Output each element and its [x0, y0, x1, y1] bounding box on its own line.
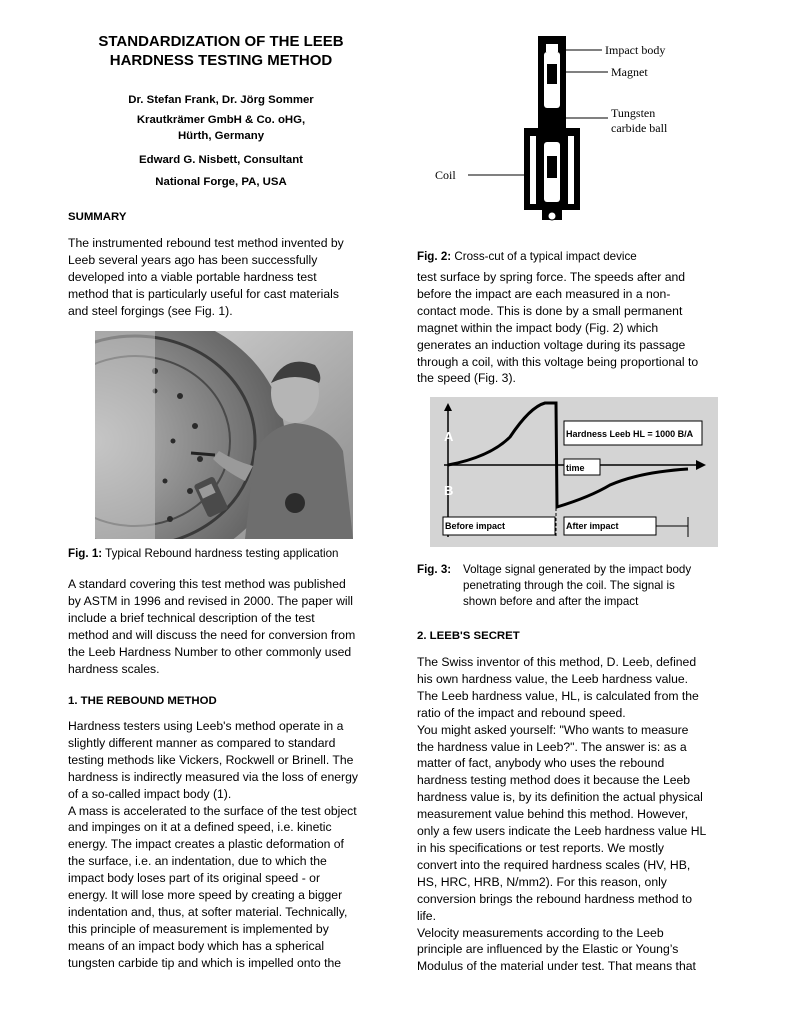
- callout-magnet: Magnet: [611, 65, 648, 79]
- text-line: matter of fact, anybody who uses the rebound: [417, 756, 665, 771]
- fig1-label: Fig. 1:: [68, 547, 103, 560]
- amplitude-b-label: B: [444, 483, 454, 498]
- callout-coil: Coil: [435, 168, 456, 182]
- right-paragraph-1: [417, 269, 725, 387]
- caption-line: Voltage signal generated by the impact body: [463, 563, 692, 576]
- text-line: Hardness testers using Leeb's method operate in a: [68, 719, 344, 733]
- text-line: in his specifications or test reports. We mostly: [417, 840, 664, 855]
- text-line: A standard covering this test method was published: [68, 577, 346, 591]
- caption-line: penetrating through the coil. The signal is: [463, 579, 675, 592]
- text-line: slightly different manner as compared to standard: [68, 735, 336, 750]
- text-line: generates an induction voltage during its passage: [417, 337, 686, 352]
- fig2-caption: [417, 249, 737, 265]
- text-line: contact mode. This is done by a small permanent: [417, 303, 683, 318]
- section2-paragraph: [417, 654, 725, 975]
- caption-line: shown before and after the impact: [463, 595, 639, 608]
- text-line: the Leeb Hardness Number to other commonly used: [68, 644, 352, 659]
- title-line: STANDARDIZATION OF THE LEEB: [98, 33, 344, 50]
- text-line: hardness scales.: [68, 661, 160, 676]
- text-line: The Swiss inventor of this method, D. Leeb, defined: [417, 655, 697, 669]
- text-line: include a brief technical description of the test: [68, 610, 315, 625]
- affiliation-line: Hürth, Germany: [177, 130, 265, 142]
- text-line: and impinges on it at a defined speed, i.e. kinetic: [68, 820, 332, 835]
- text-line: energy. The impact creates a plastic deformation of: [68, 837, 344, 852]
- paper-title: [60, 32, 382, 70]
- text-line: before the impact are each measured in a non-: [417, 286, 671, 301]
- fig2-text: Cross-cut of a typical impact device: [451, 250, 637, 263]
- section1-heading: 1. THE REBOUND METHOD: [68, 695, 217, 707]
- text-line: conversion brings the rebound hardness method to: [417, 891, 693, 906]
- text-line: energy. It will lose more speed by creating a bigger: [68, 888, 343, 903]
- text-line: measurement value behind this method. However,: [417, 807, 688, 822]
- section1-paragraph: [68, 718, 379, 972]
- text-line: The Leeb hardness value, HL, is calculated from the: [417, 688, 699, 703]
- summary-paragraph: [68, 235, 377, 320]
- text-line: the surface, i.e. an indentation, due to which the: [68, 854, 327, 869]
- fig1-text: Typical Rebound hardness testing application: [102, 547, 339, 560]
- text-line: test surface by spring force. The speeds after and: [417, 270, 686, 284]
- title-line: HARDNESS TESTING METHOD: [109, 52, 333, 69]
- text-line: and steel forgings (see Fig. 1).: [68, 303, 233, 318]
- text-line: by ASTM in 1996 and revised in 2000. The paper will: [68, 593, 353, 608]
- time-axis-label: time: [566, 463, 585, 473]
- standard-paragraph: [68, 576, 377, 677]
- impact-device-diagram: [430, 30, 690, 225]
- text-line: HS, HRC, HRB, N/mm2). For this reason, only: [417, 874, 667, 889]
- text-line: Velocity measurements according to the Leeb: [417, 925, 664, 940]
- fig3-caption: [417, 562, 729, 610]
- author-names: Dr. Stefan Frank, Dr. Jörg Sommer: [128, 94, 314, 106]
- fig1-caption: [68, 546, 388, 562]
- text-line: A mass is accelerated to the surface of the test object: [68, 803, 357, 818]
- callout-carbide-ball: carbide ball: [611, 121, 668, 135]
- consultant-name: Edward G. Nisbett, Consultant: [139, 154, 303, 166]
- text-line: of a so-called impact body (1).: [68, 786, 232, 801]
- text-line: this principle of measurement is implemented by: [68, 921, 329, 936]
- callout-impact-body: Impact body: [605, 43, 666, 57]
- fig3-label: Fig. 3:: [417, 563, 452, 576]
- text-line: magnet within the impact body (Fig. 2) which: [417, 320, 659, 335]
- text-line: Modulus of the material under test. That means that: [417, 959, 696, 974]
- text-line: Leeb several years ago has been successfully: [68, 252, 318, 267]
- text-line: The instrumented rebound test method invented by: [68, 236, 344, 250]
- affiliation-line: National Forge, PA, USA: [155, 176, 287, 188]
- text-line: indentation and, thus, at softer material. Technically,: [68, 904, 348, 919]
- text-line: means of an impact body which has a spherical: [68, 938, 325, 953]
- text-line: hardness testing method does it because the Leeb: [417, 773, 691, 788]
- text-line: through a coil, with this voltage being proportional to: [417, 354, 699, 369]
- text-line: the speed (Fig. 3).: [417, 371, 516, 386]
- before-impact-label: Before impact: [445, 521, 506, 531]
- text-line: hardness value is, by its definition the actual physical: [417, 790, 703, 805]
- text-line: tungsten carbide tip and which is impelled onto the: [68, 955, 342, 970]
- text-line: hardness is indirectly measured via the loss of energy: [68, 769, 358, 784]
- text-line: testing methods like Vickers, Rockwell or Brinell. The: [68, 752, 354, 767]
- summary-heading: SUMMARY: [68, 211, 127, 223]
- text-line: principle are influenced by the Elastic or Young’s: [417, 942, 679, 957]
- voltage-signal-diagram: [430, 397, 718, 547]
- text-line: impact body loses part of its original speed - or: [68, 871, 320, 886]
- text-line: his own hardness value, the Leeb hardness value.: [417, 671, 689, 686]
- section2-heading: 2. LEEB'S SECRET: [417, 630, 520, 642]
- fig2-label: Fig. 2:: [417, 250, 452, 263]
- text-line: developed into a viable portable hardness test: [68, 269, 317, 284]
- text-line: the hardness value in Leeb?". The answer is: as a: [417, 739, 687, 754]
- testing-application-photo: [95, 331, 353, 539]
- text-line: life.: [417, 908, 436, 923]
- text-line: method that is particularly useful for cast materials: [68, 286, 339, 301]
- text-line: only a few users indicate the Leeb hardness value HL: [417, 824, 707, 839]
- amplitude-a-label: A: [444, 429, 454, 444]
- affiliation-line: Krautkrämer GmbH & Co. oHG,: [136, 114, 306, 126]
- hardness-leeb-formula-label: Hardness Leeb HL = 1000 B/A: [566, 429, 694, 439]
- text-line: ratio of the impact and rebound speed.: [417, 705, 626, 720]
- text-line: method and will discuss the need for conversion from: [68, 627, 356, 642]
- text-line: You might asked yourself: "Who wants to measure: [417, 722, 689, 737]
- text-line: convert into the required hardness scales (HV, HB,: [417, 857, 691, 872]
- callout-tungsten: Tungsten: [611, 106, 656, 120]
- after-impact-label: After impact: [566, 521, 619, 531]
